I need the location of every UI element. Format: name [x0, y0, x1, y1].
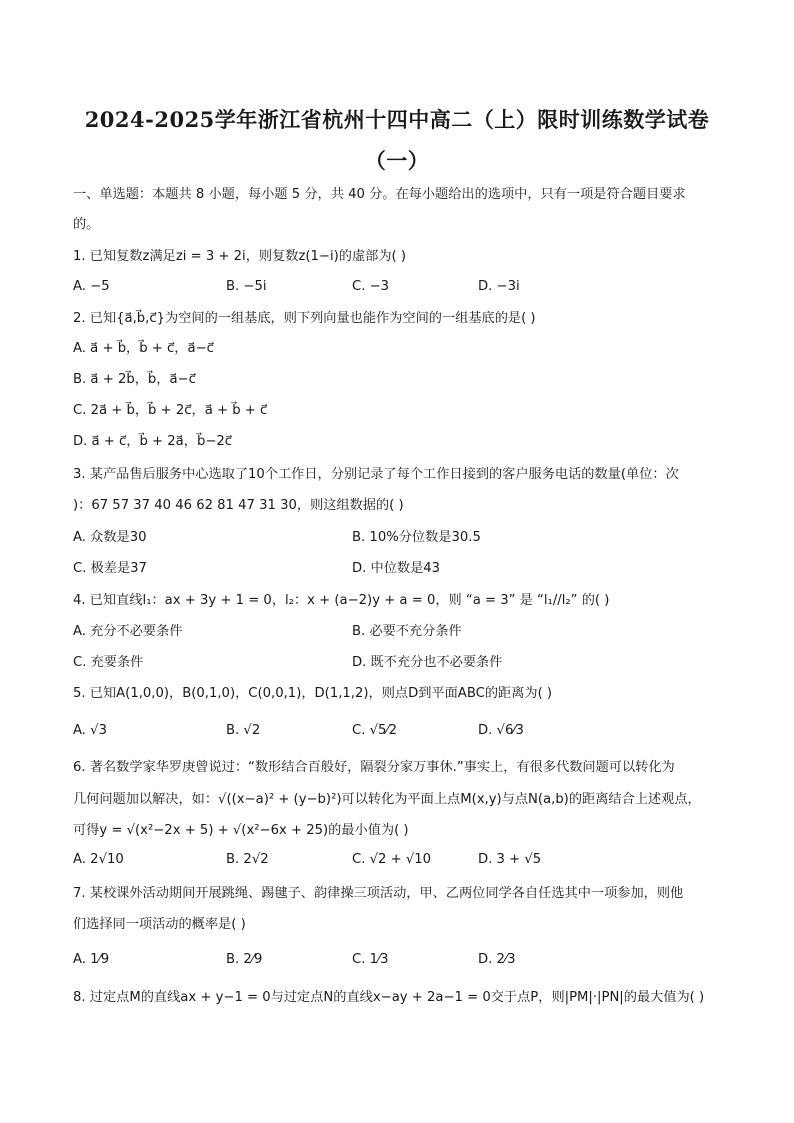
q7-option-d: D. 2⁄3 — [478, 952, 516, 967]
q1-option-c: C. −3 — [352, 279, 390, 294]
q3-option-c: C. 极差是37 — [73, 561, 147, 576]
q5-option-c: C. √5⁄2 — [352, 723, 397, 738]
question-6-line-3: 可得y = √(x²−2x + 5) + √(x²−6x + 25)的最小值为( ) — [73, 823, 409, 838]
q3-option-b: B. 10%分位数是30.5 — [352, 530, 481, 545]
q2-option-a: A. a⃗ + b⃗，b⃗ + c⃗，a⃗−c⃗ — [73, 341, 214, 356]
q4-option-c: C. 充要条件 — [73, 655, 144, 670]
question-4: 4. 已知直线l₁：ax + 3y + 1 = 0，l₂：x + (a−2)y + a = 0，则 “a = 3” 是 “l₁//l₂” 的( ) — [73, 593, 610, 608]
q5-option-d: D. √6⁄3 — [478, 723, 524, 738]
q6-option-b: B. 2√2 — [226, 852, 269, 867]
q1-option-d: D. −3i — [478, 279, 520, 294]
q1-option-b: B. −5i — [226, 279, 267, 294]
q6-option-c: C. √2 + √10 — [352, 852, 432, 867]
q6-option-a: A. 2√10 — [73, 852, 124, 867]
question-8: 8. 过定点M的直线ax + y−1 = 0与过定点N的直线x−ay + 2a−1 = 0交于点P，则|PM|·|PN|的最大值为( ) — [73, 990, 705, 1005]
q3-option-d: D. 中位数是43 — [352, 561, 441, 576]
q6-option-d: D. 3 + √5 — [478, 852, 542, 867]
question-2: 2. 已知{a⃗,b⃗,c⃗}为空间的一组基底，则下列向量也能作为空间的一组基底的是( ) — [73, 311, 536, 326]
exam-title: 2024-2025学年浙江省杭州十四中高二（上）限时训练数学试卷 — [84, 107, 710, 132]
exam-title-continued: （一） — [364, 148, 430, 173]
question-5: 5. 已知A(1,0,0)，B(0,1,0)，C(0,0,1)，D(1,1,2)，则点D到平面ABC的距离为( ) — [73, 686, 553, 701]
q7-option-a: A. 1⁄9 — [73, 952, 110, 967]
q2-option-c: C. 2a⃗ + b⃗，b⃗ + 2c⃗，a⃗ + b⃗ + c⃗ — [73, 403, 268, 418]
question-3-continued: )：67 57 37 40 46 62 81 47 31 30，则这组数据的( ) — [73, 498, 404, 513]
q5-option-a: A. √3 — [73, 723, 107, 738]
question-1: 1. 已知复数z满足zi = 3 + 2i，则复数z(1−i)的虚部为( ) — [73, 249, 407, 264]
question-7-continued: 们选择同一项活动的概率是( ) — [73, 917, 246, 932]
q4-option-b: B. 必要不充分条件 — [352, 624, 462, 639]
section-instructions-continued: 的。 — [73, 217, 100, 232]
q2-option-d: D. a⃗ + c⃗，b⃗ + 2a⃗，b⃗−2c⃗ — [73, 434, 233, 449]
q3-option-a: A. 众数是30 — [73, 530, 147, 545]
q7-option-c: C. 1⁄3 — [352, 952, 389, 967]
question-3: 3. 某产品售后服务中心选取了10个工作日，分别记录了每个工作日接到的客户服务电话的数量(单位：次 — [73, 467, 679, 482]
q2-option-b: B. a⃗ + 2b⃗，b⃗，a⃗−c⃗ — [73, 372, 196, 387]
question-6: 6. 著名数学家华罗庚曾说过：“数形结合百般好，隔裂分家万事休.”事实上，有很多代数问题可以转化为 — [73, 760, 675, 775]
q4-option-a: A. 充分不必要条件 — [73, 624, 183, 639]
q4-option-d: D. 既不充分也不必要条件 — [352, 655, 503, 670]
question-7: 7. 某校课外活动期间开展跳绳、踢毽子、韵律操三项活动，甲、乙两位同学各自任选其中一项参加，则他 — [73, 886, 684, 901]
q1-option-a: A. −5 — [73, 279, 110, 294]
q7-option-b: B. 2⁄9 — [226, 952, 263, 967]
question-6-line-2: 几何问题加以解决，如：√((x−a)² + (y−b)²)可以转化为平面上点M(x,y)与点N(a,b)的距离结合上述观点， — [73, 792, 701, 807]
q5-option-b: B. √2 — [226, 723, 261, 738]
section-instructions: 一、单选题：本题共 8 小题，每小题 5 分，共 40 分。在每小题给出的选项中，只有一项是符合题目要求 — [73, 187, 686, 202]
